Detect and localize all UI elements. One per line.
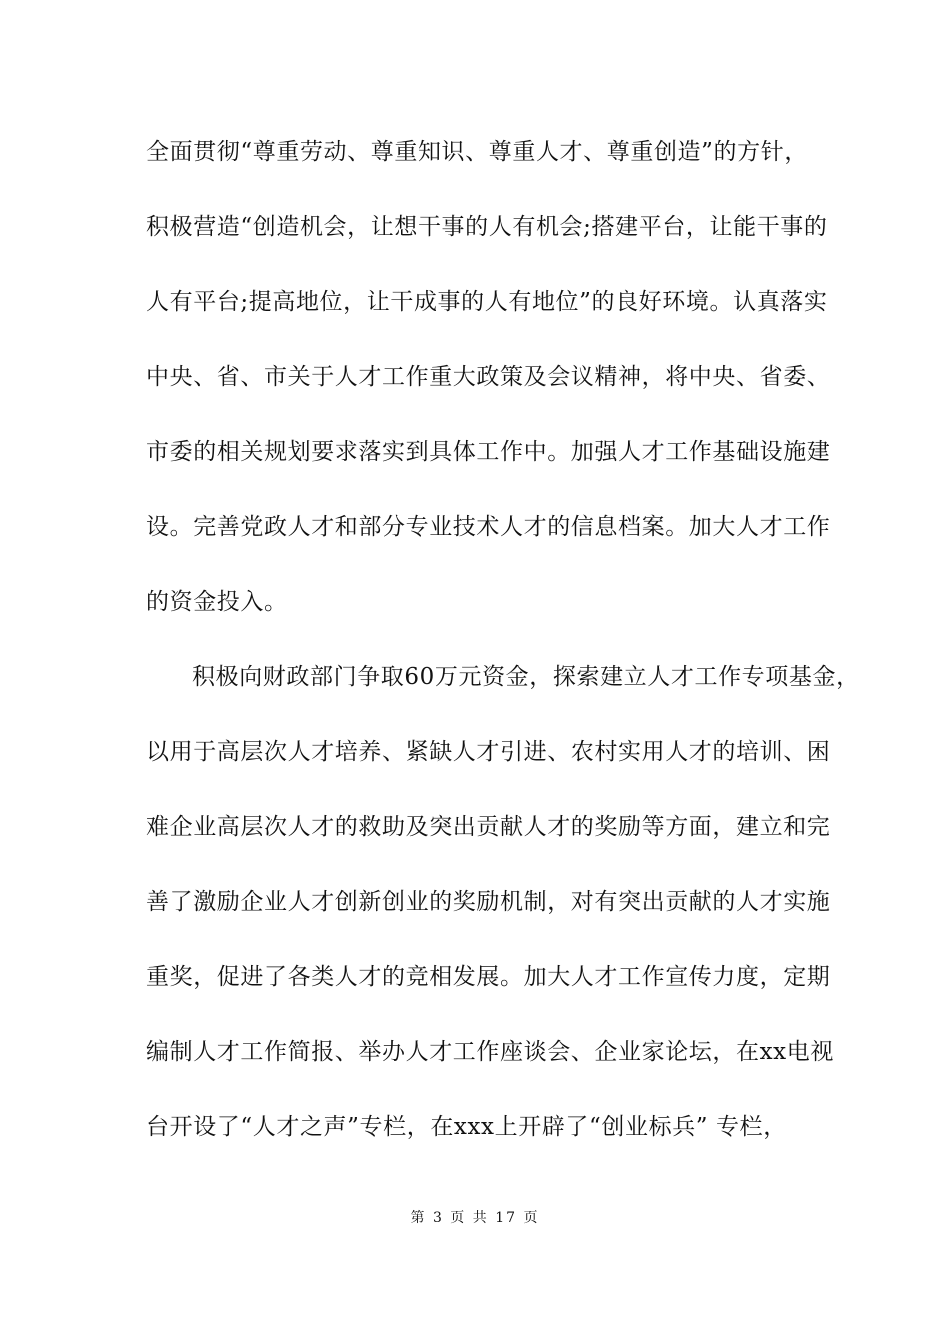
text-line: 台开设了“人才之声”专栏，在xxx上开辟了“创业标兵” 专栏， [146, 1114, 787, 1140]
text-line: 难企业高层次人才的救助及突出贡献人才的奖励等方面，建立和完 [146, 814, 831, 840]
text-line: 积极营造“创造机会，让想干事的人有机会;搭建平台，让能干事的 [146, 214, 828, 240]
text-line: 中央、省、市关于人才工作重大政策及会议精神，将中央、省委、 [146, 364, 831, 390]
text-line: 设。完善党政人才和部分专业技术人才的信息档案。加大人才工作 [146, 514, 831, 540]
text-line: 全面贯彻“尊重劳动、尊重知识、尊重人才、尊重创造”的方针， [146, 139, 808, 165]
text-line: 善了激励企业人才创新创业的奖励机制，对有突出贡献的人才实施 [146, 889, 831, 915]
text-line: 编制人才工作简报、举办人才工作座谈会、企业家论坛，在xx电视 [146, 1039, 834, 1065]
text-line: 以用于高层次人才培养、紧缺人才引进、农村实用人才的培训、困 [146, 739, 831, 765]
page-number-footer: 第 3 页 共 17 页 [410, 1210, 540, 1226]
paragraph-first-line: 积极向财政部门争取60万元资金，探索建立人才工作专项基金， [192, 664, 860, 690]
text-line: 的资金投入。 [146, 589, 288, 615]
text-line: 市委的相关规划要求落实到具体工作中。加强人才工作基础设施建 [146, 439, 831, 465]
text-line: 重奖，促进了各类人才的竞相发展。加大人才工作宣传力度，定期 [146, 964, 831, 990]
text-line: 人有平台;提高地位，让干成事的人有地位”的良好环境。认真落实 [146, 289, 828, 315]
